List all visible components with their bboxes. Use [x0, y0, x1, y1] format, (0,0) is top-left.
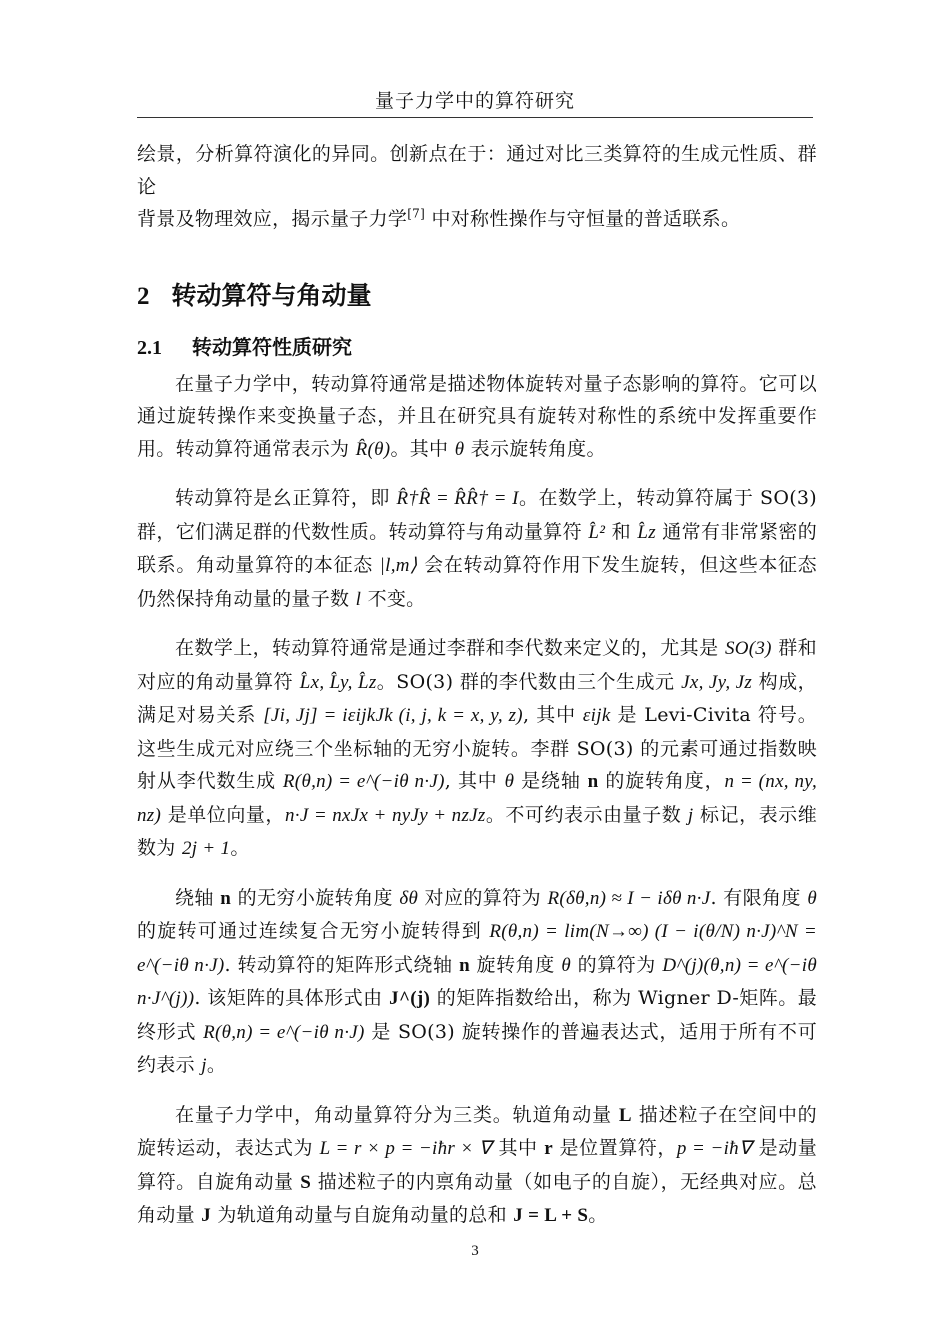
- paragraph-5: [137, 1099, 817, 1233]
- text: 。其中: [390, 437, 455, 460]
- math: 2j + 1: [181, 838, 231, 859]
- text: 绕轴: [175, 886, 221, 909]
- text: 标记，表示维数为: [137, 803, 818, 859]
- text: 和: [605, 520, 638, 543]
- math: J = L + S: [513, 1205, 589, 1226]
- text: 是 Levi-Civita 符号。这些生成元对应绕三个坐标轴的无穷小旋转。李群 SO(3) 的元素可通过指数映射从李代数生成: [137, 704, 818, 792]
- page-number: 3: [471, 1243, 479, 1259]
- text: 转动算符是幺正算符，即: [175, 487, 397, 509]
- math: R(θ,n) = e^(−iθ n·J): [203, 1021, 365, 1043]
- math: L̂z: [637, 521, 656, 543]
- text: . 转动算符的矩阵形式绕轴: [224, 953, 460, 976]
- text: 是位置算符，: [552, 1137, 677, 1159]
- math: R̂(θ): [355, 438, 391, 460]
- section-number: 2: [137, 282, 150, 310]
- text: 的旋转角度，: [598, 770, 725, 792]
- paragraph-2: [137, 482, 817, 616]
- intro-paragraph: [137, 138, 817, 236]
- math: J: [201, 1205, 212, 1226]
- subsection-number: 2.1: [137, 336, 162, 359]
- text: 对应的算符为: [418, 886, 548, 909]
- text: 的算符为: [570, 953, 663, 976]
- math: n = (nx, ny, nz): [137, 771, 818, 826]
- text: 会在转动算符作用下发生旋转，但这些本征态仍然保持角动量的量子数: [137, 554, 817, 610]
- text: 。: [230, 837, 250, 859]
- math: [Ji, Jj] = iεijkJk (i, j, k = x, y, z): [263, 705, 523, 726]
- text: 表示旋转角度。: [464, 437, 606, 460]
- text: 的矩阵指数给出，称为 Wigner D-矩阵。最终形式: [137, 987, 817, 1043]
- text: 在数学上，转动算符通常是通过李群和李代数来定义的，尤其是: [175, 637, 725, 659]
- math: j: [201, 1055, 207, 1076]
- paragraph-3: [137, 632, 817, 866]
- math: SO(3): [724, 638, 772, 659]
- text: 。: [206, 1054, 227, 1076]
- text: 描述粒子在空间中的旋转运动，表达式为: [137, 1103, 817, 1159]
- math: θ: [561, 954, 571, 976]
- subsection-heading: [137, 331, 817, 364]
- text: , 其中: [444, 770, 505, 792]
- text: 是单位向量，: [161, 803, 285, 826]
- intro-line-1: 绘景，分析算符演化的异同。创新点在于：通过对比三类算符的生成元性质、群论: [137, 143, 817, 198]
- text: 的旋转可通过连续复合无穷小旋转得到: [137, 920, 490, 942]
- text: 是 SO(3) 旋转操作的普遍表达式，适用于所有不可约表示: [137, 1020, 817, 1076]
- math: R(θ,n) = lim(N→∞) (I − i(θ/N) n·J)^N = e^(−iθ n·J): [137, 921, 817, 976]
- math: n: [220, 887, 232, 909]
- citation-7[interactable]: [7]: [407, 206, 426, 221]
- intro-line-2a: 背景及物理效应，揭示量子力学: [137, 208, 408, 230]
- running-header: 量子力学中的算符研究: [374, 90, 575, 112]
- math: S: [300, 1171, 312, 1193]
- math: n: [459, 954, 470, 976]
- text: 描述粒子的内禀角动量（如电子的自旋），无经典对应。总角动量: [137, 1170, 817, 1226]
- text: 。SO(3) 群的李代数由三个生成元: [376, 670, 682, 693]
- text: 为轨道角动量与自旋角动量的总和: [211, 1204, 514, 1226]
- math: Jx, Jy, Jz: [681, 671, 753, 693]
- math: θ: [504, 771, 515, 792]
- math: θ: [454, 438, 465, 460]
- paragraph-4: [137, 882, 817, 1083]
- text: . 该矩阵的具体形式由: [194, 987, 390, 1009]
- paragraph-1: [137, 368, 817, 467]
- math: L = r × p = −iħr × ∇: [319, 1138, 492, 1159]
- math: L: [618, 1104, 632, 1126]
- math: L̂²: [588, 521, 606, 543]
- text: 是动量算符。自旋角动量: [137, 1137, 818, 1193]
- math: l: [355, 588, 362, 610]
- header-rule: [137, 117, 813, 118]
- text: 。在数学上，转动算符属于 SO(3) 群，它们满足群的代数性质。转动算符与角动量算符: [137, 487, 818, 543]
- text: 的无穷小旋转角度: [231, 886, 400, 909]
- section-heading: [137, 276, 817, 317]
- math: R(δθ,n) ≈ I − iδθ n·J: [547, 887, 711, 909]
- math: R(θ,n) = e^(−iθ n·J): [282, 771, 445, 792]
- text: 构成，满足对易关系: [137, 670, 817, 726]
- text: 。不可约表示由量子数: [485, 803, 688, 826]
- text: 在量子力学中，角动量算符分为三类。轨道角动量: [175, 1103, 619, 1126]
- math: θ: [807, 887, 817, 909]
- text: 通常有非常紧密的联系。角动量算符的本征态: [137, 520, 817, 576]
- text: 群和对应的角动量算符: [137, 637, 817, 693]
- math: p = −iħ∇: [676, 1138, 752, 1159]
- text: 不变。: [361, 587, 426, 610]
- text: 在量子力学中，转动算符通常是描述物体旋转对量子态影响的算符。它可以通过旋转操作来变换量子态，并且在研究具有旋转对称性的系统中发挥重要作用。转动算符通常表示为: [137, 372, 817, 460]
- text: . 有限角度: [710, 886, 808, 909]
- math: j: [687, 804, 694, 826]
- math: D^(j)(θ,n) = e^(−iθ n·J^(j)): [137, 954, 817, 1009]
- math: |l,m⟩: [379, 555, 418, 576]
- math: r: [544, 1138, 553, 1159]
- page-body: [137, 138, 817, 1233]
- math: δθ: [399, 887, 419, 909]
- text: , 其中: [522, 704, 583, 726]
- math: εijk: [582, 705, 611, 726]
- text: 是绕轴: [514, 770, 588, 792]
- text: 。: [588, 1204, 608, 1226]
- math: J^(j): [389, 988, 431, 1009]
- math: n: [587, 771, 599, 792]
- text: 其中: [491, 1137, 545, 1159]
- subsection-title: 转动算符性质研究: [192, 334, 352, 359]
- math: L̂x, L̂y, L̂z: [299, 671, 377, 693]
- math: n·J = nxJx + nyJy + nzJz: [284, 804, 486, 826]
- intro-line-2b: 中对称性操作与守恒量的普适联系。: [431, 208, 741, 230]
- section-title: 转动算符与角动量: [171, 280, 372, 310]
- text: 旋转角度: [469, 953, 562, 976]
- math: R̂†R̂ = R̂R̂† = I: [396, 488, 519, 509]
